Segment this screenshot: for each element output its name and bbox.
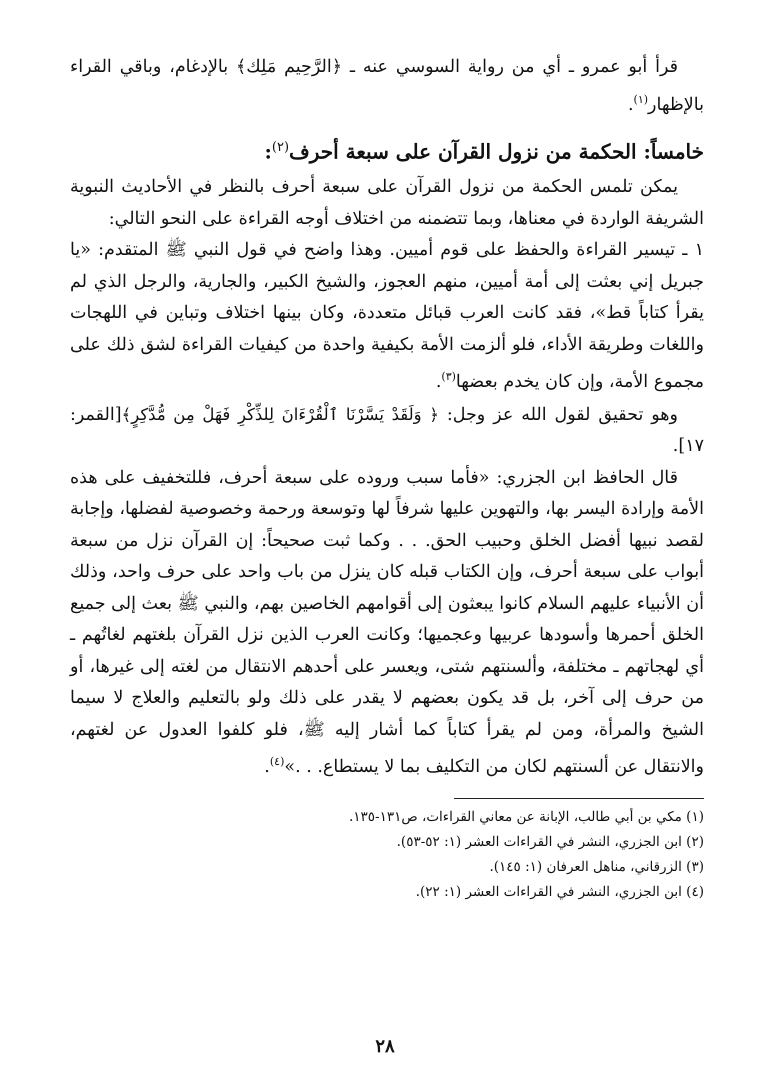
- list-item-1: [70, 235, 704, 398]
- heading-end: :: [264, 139, 272, 164]
- footnote-ref-3[interactable]: (٣): [441, 370, 456, 384]
- intro-end: .: [627, 94, 634, 115]
- quran-verse: ﴿ وَلَقَدْ يَسَّرْنَا ٱلْقُرْءَانَ لِلذِّكْرِ فَهَلْ مِن مُّدَّكِرٍ﴾: [121, 404, 439, 424]
- quote-text: قال الحافظ ابن الجزري: «فأما سبب وروده على سبعة أحرف، فللتخفيف على هذه الأمة وإرادة اليسر بها، والتهوين عليها شرفاً لها وتوسعة ورحمة وخصوصية لفضلها، وإجابة لقصد نبيها أفضل الخلق وحبيب الحق. . . وكما ثبت صحيحاً: إن القرآن نزل من سبعة أبواب على سبعة أحرف، وإن الكتاب قبله كان ينزل من باب واحد على حرف واحد، وذلك أن الأنبياء عليهم السلام كانوا يبعثون إلى أقوامهم الخاصين بهم، والنبي ﷺ بعث إلى جميع الخلق أحمرها وأسودها عربيها وعجميها؛ وكانت العرب الذين نزل القرآن بلغتهم لغاتُهم ـ أي لهجاتهم ـ مختلفة، وألسنتهم شتى، ويعسر على أحدهم الانتقال من لغته إلى غيرها، أو من حرف إلى آخر، بل قد يكون بعضهم لا يقدر على ذلك ولو بالتعليم والعلاج لا سيما الشيخ والمرأة، ومن لم يقرأ كتاباً كما أشار إليه ﷺ، فلو كلفوا العدول عن لغتهم، والانتقال عن ألسنتهم لكان من التكليف بما لا يستطاع. . .»: [70, 467, 704, 778]
- verse-paragraph: [70, 399, 704, 463]
- heading-text: خامساً: الحكمة من نزول القرآن على سبعة أحرف: [289, 139, 704, 164]
- footnote-2: (٢) ابن الجزري، النشر في القراءات العشر (١: ٥٢-٥٣).: [396, 833, 704, 850]
- footnotes: [70, 805, 704, 905]
- quote-end: .: [264, 757, 270, 778]
- footnote-3: (٣) الزرقاني، مناهل العرفان (١: ١٤٥).: [489, 858, 704, 875]
- footnote-ref-1[interactable]: (١): [633, 92, 649, 106]
- footnote-ref-4[interactable]: (٤): [269, 755, 285, 769]
- footnote-4: (٤) ابن الجزري، النشر في القراءات العشر (١: ٢٢).: [415, 883, 704, 900]
- footnote-separator: [454, 798, 704, 799]
- footnote-1: (١) مكي بن أبي طالب، الإبانة عن معاني القراءات، ص١٣١-١٣٥.: [348, 808, 704, 825]
- list-item-1-text: ١ ـ تيسير القراءة والحفظ على قوم أميين. وهذا واضح في قول النبي ﷺ المتقدم: «يا جبريل إني بعثت إلى أمة أميين، منهم العجوز، والشيخ الكبير، والجارية، والرجل الذي لم يقرأ كتاباً قط»، فقد كانت العرب قبائل متعددة، وكان بينها اختلاف وتباين في اللهجات واللغات وطريقة الأداء، فلو ألزمت الأمة بكيفية واحدة من كيفيات القراءة لشق ذلك على مجموع الأمة، وإن كان يخدم بعضها: [70, 240, 704, 393]
- page-number: ٢٨: [375, 1036, 395, 1057]
- intro-paragraph: [70, 52, 704, 121]
- intro-text: قرأ أبو عمرو ـ أي من رواية السوسي عنه ـ ﴿الرَّحِيم مَلِك﴾ بالإدغام، وباقي القراء بالإظهار: [70, 57, 704, 115]
- quote-paragraph: [70, 463, 704, 784]
- footnote-ref-2[interactable]: (٢): [271, 139, 290, 155]
- paragraph-1: يمكن تلمس الحكمة من نزول القرآن على سبعة أحرف بالنظر في الأحاديث النبوية الشريفة الواردة في معناها، وبما تتضمنه من اختلاف أوجه القراءة على النحو التالي:: [70, 177, 704, 229]
- section-heading: [70, 131, 704, 169]
- list-item-1-end: .: [435, 372, 442, 393]
- verse-source: [القمر: ١٧].: [70, 404, 704, 457]
- verse-intro: وهو تحقيق لقول الله عز وجل:: [446, 404, 678, 425]
- page-content: [70, 52, 704, 905]
